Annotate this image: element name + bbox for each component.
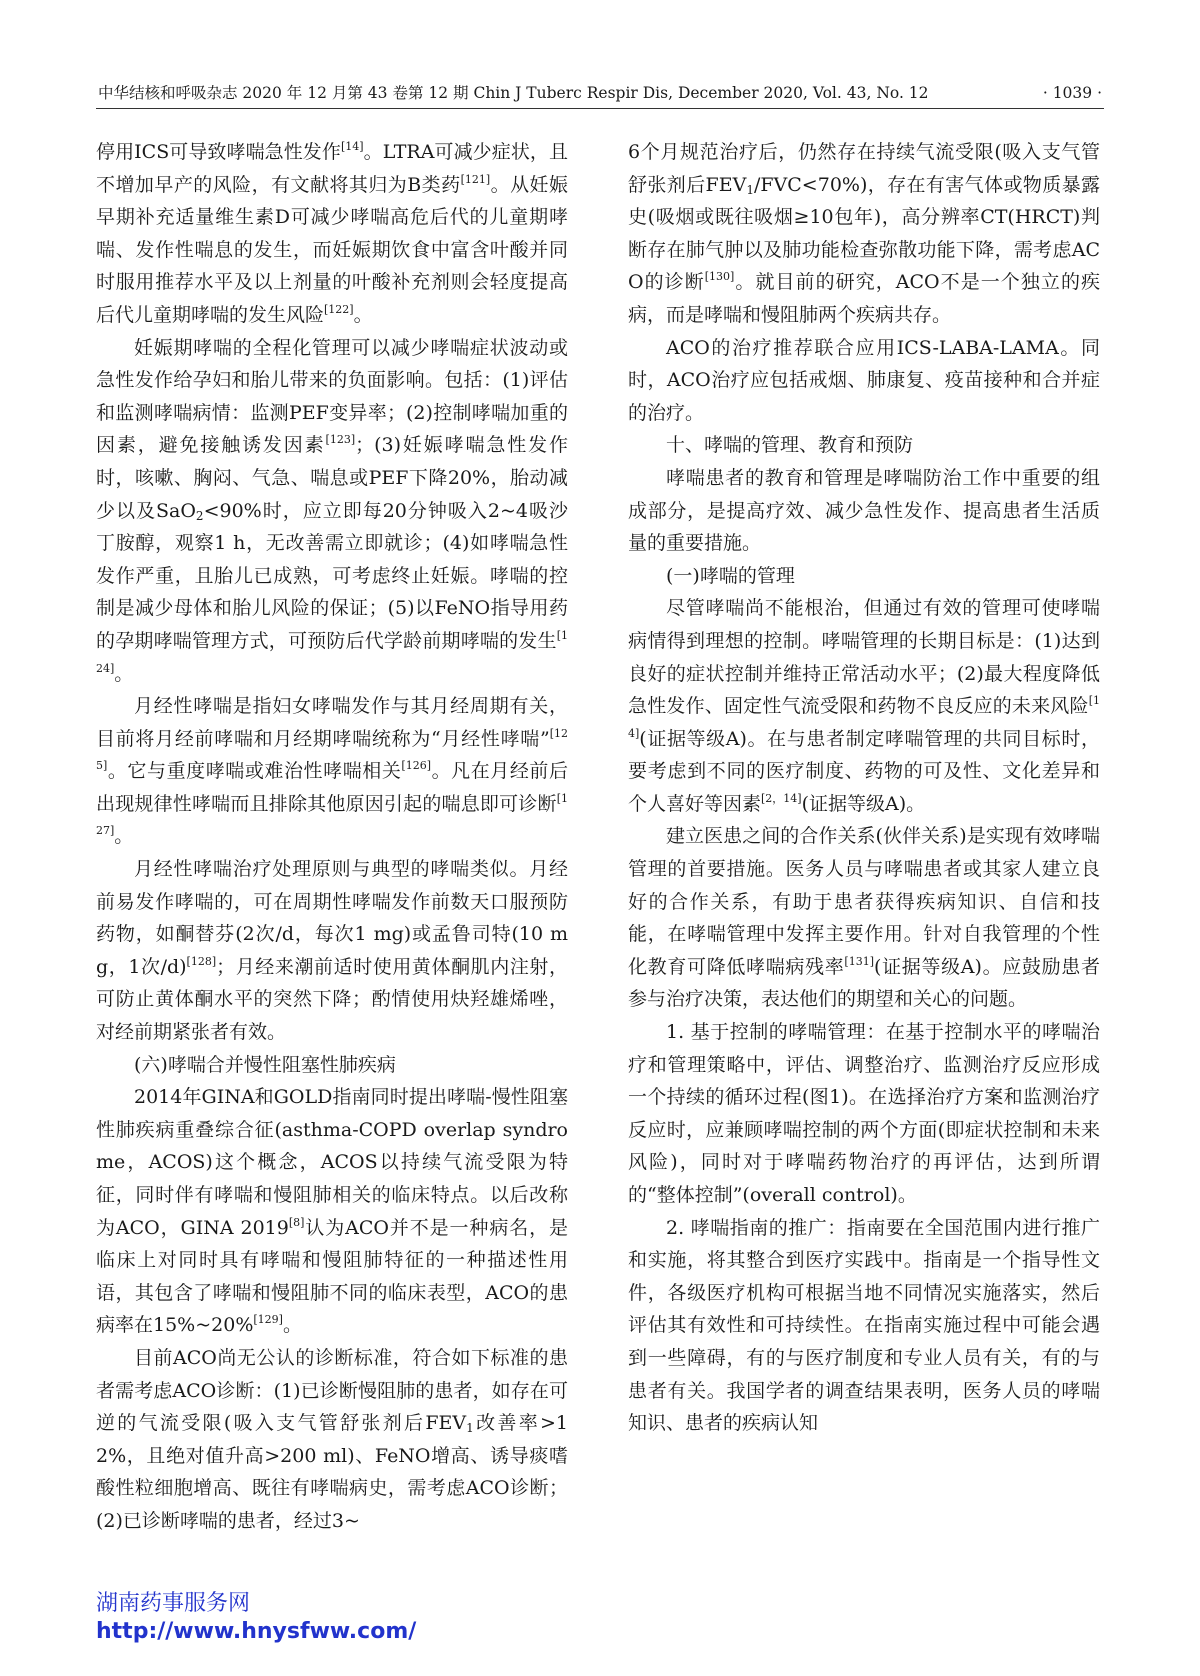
subscript: 1 <box>746 182 754 197</box>
citation: [131] <box>844 954 875 968</box>
citation: [128] <box>186 954 217 968</box>
paragraph: 6个月规范治疗后，仍然存在持续气流受限(吸入支气管舒张剂后$FEV_1/FVC<70\%$)，存在有害气体或物质暴露史(吸烟或既往吸烟≥10包年)，高分辨率CT(HRCT)判断存在肺气肿以及肺功能检查弥散功能下降，需考虑ACO的诊断[130]。就目前的研究，ACO不是一个独立的疾病，而是哮喘和慢阻肺两个疾病共存。 <box>628 141 1100 326</box>
subsection-heading: (一)哮喘的管理 <box>666 564 795 587</box>
paragraph: 尽管哮喘尚不能根治，但通过有效的管理可使哮喘病情得到理想的控制。哮喘管理的长期目标是：(1)达到良好的症状控制并维持正常活动水平；(2)最大程度降低急性发作、固定性气流受限和药物不良反应的未来风险[14](证据等级A)。在与患者制定哮喘管理的共同目标时，要考虑到不同的医疗制度、药物的可及性、文化差异和个人喜好等因素[2，14](证据等级A)。 <box>628 597 1100 815</box>
citation: [123] <box>325 433 356 447</box>
paragraph: 目前ACO尚无公认的诊断标准，符合如下标准的患者需考虑ACO诊断：(1)已诊断慢阻肺的患者，如存在可逆的气流受限(吸入支气管舒张剂后$FEV_1$改善率>12%，且绝对值升高>200 ml)、FeNO增高、诱导痰嗜酸性粒细胞增高、既往有哮喘病史，需考虑ACO诊断；(2)已诊断哮喘的患者，经过3~ <box>96 1346 569 1532</box>
citation: [121] <box>460 172 491 186</box>
subscript: 1 <box>466 1421 474 1436</box>
citation: [14] <box>340 140 364 153</box>
paragraph: 妊娠期哮喘的全程化管理可以减少哮喘症状波动或急性发作给孕妇和胎儿带来的负面影响。包括：(1)评估和监测哮喘病情：监测PEF变异率；(2)控制哮喘加重的因素，避免接触诱发因素[123]；(3)妊娠哮喘急性发作时，咳嗽、胸闷、气急、喘息或PEF下降20%，胎动减少以及SaO$_2$<90%时，应立即每20分钟吸入2~4吸沙丁胺醇，观察1 h，无改善需立即就诊；(4)如哮喘急性发作严重，且胎儿已成熟，可考虑终止妊娠。哮喘的控制是减少母体和胎儿风险的保证；(5)以FeNO指导用药的孕期哮喘管理方式，可预防后代学龄前期哮喘的发生[124]。 <box>96 336 568 685</box>
page-number: · 1039 · <box>1042 84 1102 102</box>
paragraph: 2014年GINA和GOLD指南同时提出哮喘-慢性阻塞性肺疾病重叠综合征(asthma-COPD overlap syndrome，ACOS)这个概念，ACOS以持续气流受限为特征，同时伴有哮喘和慢阻肺相关的临床特点。以后改称为ACO，GINA 2019[8]认为ACO并不是一种病名，是临床上对同时具有哮喘和慢阻肺特征的一种描述性用语，其包含了哮喘和慢阻肺不同的临床表型，ACO的患病率在15%~20%[129]。 <box>96 1086 568 1337</box>
subscript: 2 <box>195 508 204 523</box>
citation: [124] <box>96 628 568 675</box>
citation: [14] <box>628 694 1100 740</box>
paragraph: 月经性哮喘治疗处理原则与典型的哮喘类似。月经前易发作哮喘的，可在周期性哮喘发作前数天口服预防药物，如酮替芬(2次/d，每次1 mg)或孟鲁司特(10 mg，1次/d)[128]；月经来潮前适时使用黄体酮肌内注射，可防止黄体酮水平的突然下降；酌情使用炔羟雄烯唑，对经前期紧张者有效。 <box>96 858 568 1044</box>
citation: [125] <box>96 726 568 773</box>
paragraph: 停用ICS可导致哮喘急性发作[14]。LTRA可减少症状，且不增加早产的风险，有文献将其归为B类药[121]。从妊娠早期补充适量维生素D可减少哮喘高危后代的儿童期哮喘、发作性喘息的发生，而妊娠期饮食中富含叶酸并同时服用推荐水平及以上剂量的叶酸补充剂则会轻度提高后代儿童期哮喘的发生风险[122]。 <box>96 140 568 326</box>
citation: [2，14] <box>761 791 802 805</box>
section-heading: (六)哮喘合并慢性阻塞性肺疾病 <box>134 1053 396 1076</box>
watermark-url: http://www.hnysfww.com/ <box>96 1619 417 1644</box>
journal-citation: 中华结核和呼吸杂志 2020 年 12 月第 43 卷第 12 期 Chin J Tuberc Respir Dis, December 2020, Vol. 43, No. 12 <box>98 84 929 102</box>
paragraph: 月经性哮喘是指妇女哮喘发作与其月经周期有关，目前将月经前哮喘和月经期哮喘统称为“月经性哮喘”[125]。它与重度哮喘或难治性哮喘相关[126]。凡在月经前后出现规律性哮喘而且排除其他原因引起的喘息即可诊断[127]。 <box>96 695 568 848</box>
paragraph: ACO的治疗推荐联合应用ICS-LABA-LAMA。同时，ACO治疗应包括戒烟、肺康复、疫苗接种和合并症的治疗。 <box>628 336 1100 424</box>
paragraph: 哮喘患者的教育和管理是哮喘防治工作中重要的组成部分，是提高疗效、减少急性发作、提高患者生活质量的重要措施。 <box>628 466 1100 555</box>
watermark-name: 湖南药事服务网 <box>96 1591 251 1616</box>
right-column <box>628 136 1100 1440</box>
left-column <box>96 136 568 1538</box>
citation: [127] <box>96 791 568 838</box>
running-header <box>96 82 1104 109</box>
paragraph: 2. 哮喘指南的推广：指南要在全国范围内进行推广和实施，将其整合到医疗实践中。指南是一个指导性文件，各级医疗机构可根据当地不同情况实施落实，然后评估其有效性和可持续性。在指南实施过程中可能会遇到一些障碍，有的与医疗制度和专业人员有关，有的与患者有关。我国学者的调查结果表明，医务人员的哮喘知识、患者的疾病认知 <box>628 1216 1100 1435</box>
citation: [126] <box>401 759 431 773</box>
citation: [130] <box>704 270 735 284</box>
watermark <box>96 1590 416 1646</box>
citation: [129] <box>253 1313 283 1327</box>
citation: [122] <box>324 302 354 316</box>
paragraph: 建立医患之间的合作关系(伙伴关系)是实现有效哮喘管理的首要措施。医务人员与哮喘患者或其家人建立良好的合作关系，有助于患者获得疾病知识、自信和技能，在哮喘管理中发挥主要作用。针对自我管理的个性化教育可降低哮喘病残率[131](证据等级A)。应鼓励患者参与治疗决策，表达他们的期望和关心的问题。 <box>628 825 1100 1011</box>
citation: [8] <box>288 1215 305 1229</box>
paragraph: 1. 基于控制的哮喘管理：在基于控制水平的哮喘治疗和管理策略中，评估、调整治疗、监测治疗反应形成一个持续的循环过程(图1)。在选择治疗方案和监测治疗反应时，应兼顾哮喘控制的两个方面(即症状控制和未来风险)，同时对于哮喘药物治疗的再评估，达到所谓的“整体控制”(overall control)。 <box>628 1021 1100 1206</box>
section-heading: 十、哮喘的管理、教育和预防 <box>666 434 914 457</box>
